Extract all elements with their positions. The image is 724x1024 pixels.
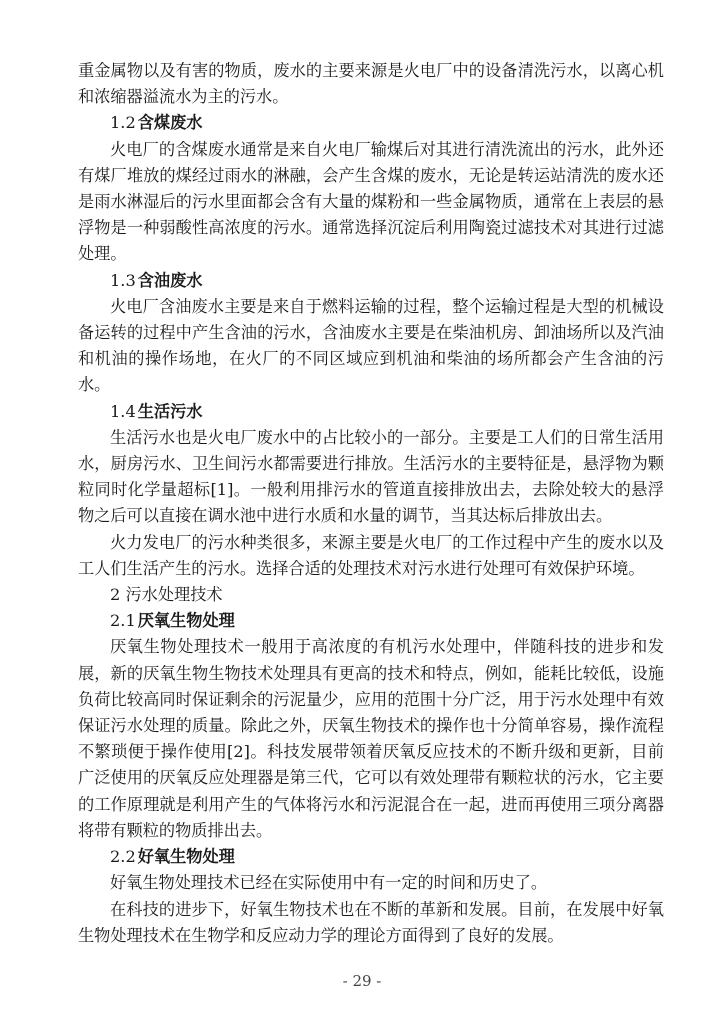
section-number: 2 <box>110 585 121 605</box>
section-heading-2-2 <box>78 844 664 870</box>
section-heading-1-3 <box>78 268 664 294</box>
continuation-paragraph: 重金属物以及有害的物质，废水的主要来源是火电厂中的设备清洗污水，以离心机和浓缩器溢流水为主的污水。 <box>78 61 664 107</box>
section-title: 含煤废水 <box>137 113 203 133</box>
section-title: 含油废水 <box>137 270 203 290</box>
section-title: 生活污水 <box>137 401 203 421</box>
paragraph-coal-wastewater: 火电厂的含煤废水通常是来自火电厂输煤后对其进行清洗流出的污水，此外还有煤厂堆放的煤经过雨水的淋融，会产生含煤的废水，无论是转运站清洗的废水还是雨水淋湿后的污水里面都会含有大量的煤粉和一些金属物质，通常在上表层的悬浮物是一种弱酸性高浓度的污水。通常选择沉淀后利用陶瓷过滤技术对其进行过滤处理。 <box>78 139 664 264</box>
paragraph-anaerobic: 厌氧生物处理技术一般用于高浓度的有机污水处理中，伴随科技的进步和发展，新的厌氧生物生物技术处理具有更高的技术和特点，例如，能耗比较低，设施负荷比较高同时保证剩余的污泥量少，应用的范围十分广泛，用于污水处理中有效保证污水处理的质量。除此之外，厌氧生物技术的操作也十分简单容易，操作流程不繁琐便于操作使用[2]。科技发展带领着厌氧反应技术的不断升级和更新，目前广泛使用的厌氧反应处理器是第三代，它可以有效处理带有颗粒状的污水，它主要的工作原理就是利用产生的气体将污水和污泥混合在一起，进而再使用三项分离器将带有颗粒的物质排出去。 <box>78 637 664 840</box>
section-heading-2 <box>78 582 664 608</box>
paragraph-oily-wastewater: 火电厂含油废水主要是来自于燃料运输的过程，整个运输过程是大型的机械设备运转的过程中产生含油的污水，含油废水主要是在柴油机房、卸油场所以及汽油和机油的操作场地，在火厂的不同区域应到机油和柴油的场所都会产生含油的污水。 <box>78 296 664 395</box>
section-number: 1.2 <box>110 113 136 133</box>
paragraph-summary: 火力发电厂的污水种类很多，来源主要是火电厂的工作过程中产生的废水以及工人们生活产生的污水。选择合适的处理技术对污水进行处理可有效保护环境。 <box>78 532 664 578</box>
section-number: 2.2 <box>110 847 136 867</box>
page-number: - 29 - <box>342 972 382 990</box>
section-number: 1.4 <box>110 401 136 421</box>
paragraph-aerobic-1: 好氧生物处理技术已经在实际使用中有一定的时间和历史了。 <box>110 873 548 893</box>
article-body <box>78 58 664 949</box>
section-title: 污水处理技术 <box>125 585 223 605</box>
section-number: 2.1 <box>110 611 136 631</box>
section-number: 1.3 <box>110 270 136 290</box>
section-heading-1-2 <box>78 110 664 136</box>
section-title: 好氧生物处理 <box>137 847 235 867</box>
section-title: 厌氧生物处理 <box>137 611 235 631</box>
section-heading-2-1 <box>78 608 664 634</box>
paragraph-aerobic-2: 在科技的进步下，好氧生物技术也在不断的革新和发展。目前，在发展中好氧生物处理技术在生物学和反应动力学的理论方面得到了良好的发展。 <box>78 899 664 945</box>
paragraph-domestic-sewage: 生活污水也是火电厂废水中的占比较小的一部分。主要是工人们的日常生活用水，厨房污水、卫生间污水都需要进行排放。生活污水的主要特征是，悬浮物为颗粒同时化学量超标[1]。一般利用排污水的管道直接排放出去，去除处较大的悬浮物之后可以直接在调水池中进行水质和水量的调节，当其达标后排放出去。 <box>78 427 664 526</box>
section-heading-1-4 <box>78 399 664 425</box>
